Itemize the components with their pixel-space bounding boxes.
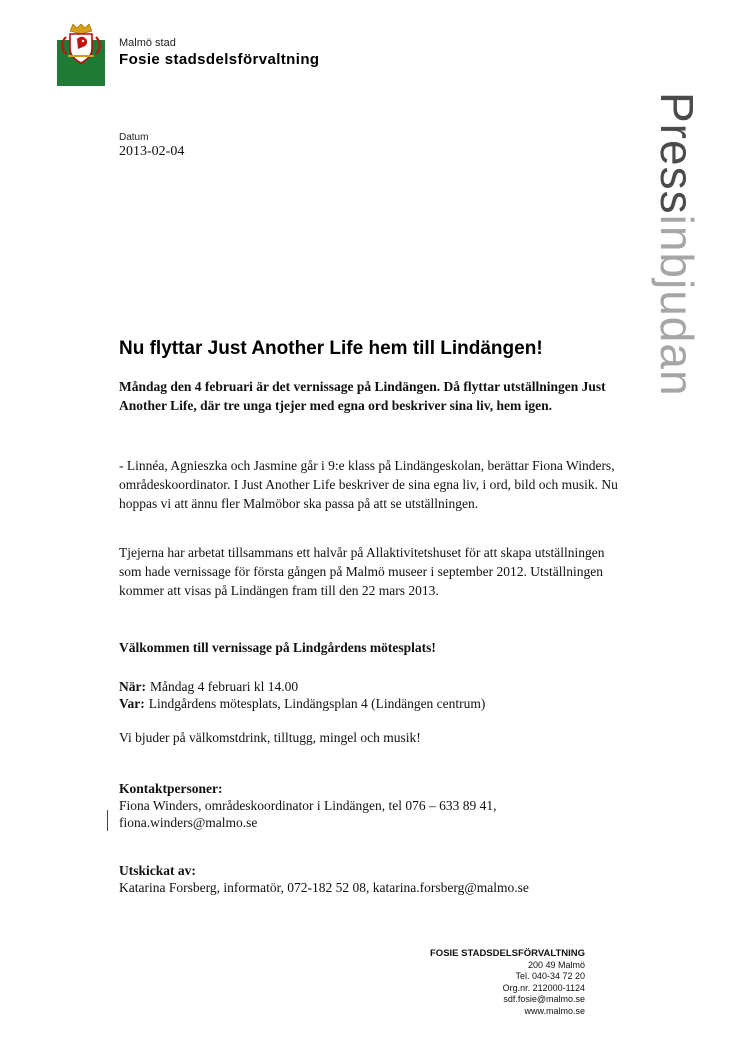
footer-line-web: www.malmo.se (524, 1005, 585, 1016)
date-label: Datum (119, 132, 149, 143)
body-paragraph-1: - Linnéa, Agnieszka och Jasmine går i 9:e klass på Lindängeskolan, berättar Fiona Winders, områdeskoordinator. I Just Another Life beskriver de sina egna liv, i ord, bild och musik. Nu hoppas vi att ännu fler Malmöbor ska passa på att se utställningen. (119, 458, 618, 512)
body-paragraph-2: Tjejerna har arbetat tillsammans ett halvår på Allaktivitetshuset för att skapa utställningen som hade vernissage för första gången på Malmö museer i september 2012. Utställningen kommer att visas på Lindängen fram till den 22 mars 2013. (119, 545, 605, 599)
footer-address-block (430, 948, 585, 1017)
treat-line: Vi bjuder på välkomstdrink, tilltugg, mingel och musik! (119, 730, 421, 745)
malmo-stad-logo (56, 22, 106, 88)
footer-org-name: FOSIE STADSDELSFÖRVALTNING (430, 948, 585, 959)
margin-change-bar (107, 810, 108, 831)
press-label-part2: inbjudan (651, 214, 703, 397)
header-org (119, 37, 319, 68)
press-invitation-vertical-label (650, 92, 704, 397)
org-name-bold: Fosie stadsdelsförvaltning (119, 51, 320, 68)
footer-line-postal: 200 49 Malmö (527, 959, 585, 970)
when-value: Måndag 4 februari kl 14.00 (150, 679, 299, 694)
sent-by-line: Katarina Forsberg, informatör, 072-182 52 08, katarina.forsberg@malmo.se (119, 880, 529, 895)
invite-heading: Välkommen till vernissage på Lindgårdens mötesplats! (119, 640, 436, 655)
contact-line-2: fiona.winders@malmo.se (119, 815, 258, 830)
where-label: Var: (119, 696, 145, 711)
date-block (119, 132, 184, 160)
sent-by-heading: Utskickat av: (119, 863, 196, 878)
org-name-small: Malmö stad (119, 37, 176, 49)
date-value: 2013-02-04 (119, 144, 185, 159)
where-line (119, 694, 624, 713)
contact-line-1: Fiona Winders, områdeskoordinator i Lindängen, tel 076 – 633 89 41, (119, 798, 497, 813)
where-value: Lindgårdens mötesplats, Lindängsplan 4 (Lindängen centrum) (148, 696, 486, 711)
when-label: När: (119, 679, 146, 694)
lead-paragraph: Måndag den 4 februari är det vernissage på Lindängen. Då flyttar utställningen Just Another Life, där tre unga tjejer med egna ord beskriver sina liv, hem igen. (119, 379, 606, 414)
malmo-coat-of-arms-icon (56, 22, 106, 88)
footer-line-orgnr: Org.nr. 212000-1124 (502, 982, 585, 993)
press-release-title: Nu flyttar Just Another Life hem till Lindängen! (119, 338, 543, 359)
press-label-part1: Press (651, 92, 703, 215)
contacts-heading: Kontaktpersoner: (119, 781, 223, 796)
footer-line-phone: Tel. 040-34 72 20 (515, 971, 585, 981)
footer-line-email: sdf.fosie@malmo.se (503, 994, 585, 1004)
